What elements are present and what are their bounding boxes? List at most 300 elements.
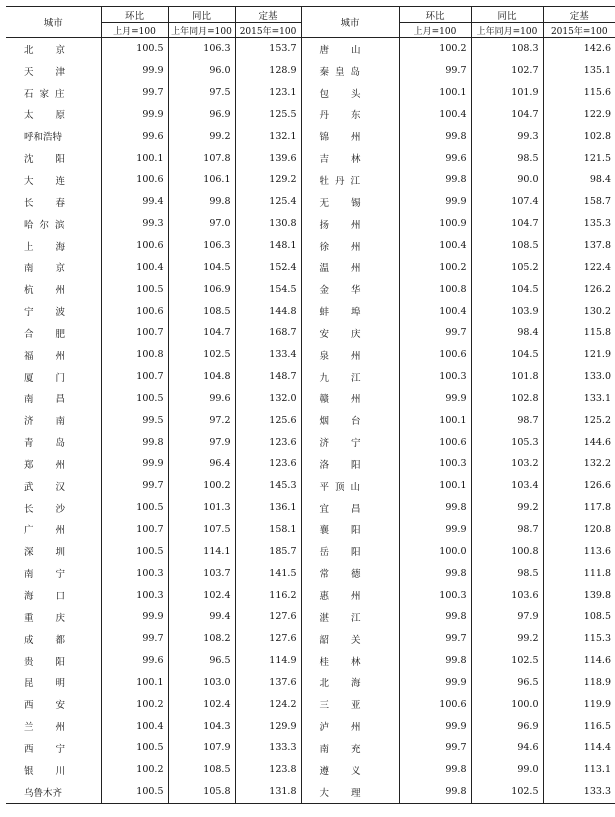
mom-value-left: 100.7 [101,366,168,388]
base-value-left: 125.6 [235,409,301,431]
mom-value-right: 99.7 [399,60,471,82]
base-value-left: 133.3 [235,737,301,759]
header-row-main [6,7,615,23]
base-value-right: 130.2 [583,305,611,317]
base-value-right: 114.4 [583,742,611,754]
yoy-value-left: 103.0 [168,671,235,693]
base-value-right: 116.5 [583,720,611,732]
yoy-value-right: 103.2 [471,453,543,475]
city-name-left: 武汉 [6,475,101,497]
city-name-right: 赣州 [301,388,399,410]
city-name-left: 广州 [6,519,101,541]
base-value-right: 113.6 [583,545,611,557]
base-value-right: 115.8 [583,327,611,339]
yoy-value-right: 101.9 [471,82,543,104]
table-row [6,256,615,278]
yoy-header-left: 同比 [168,7,235,23]
base-value-right: 108.5 [583,611,611,623]
city-header-right: 城市 [301,7,399,38]
table-body [6,38,615,804]
yoy-value-right: 101.8 [471,366,543,388]
base-value-left: 185.7 [235,540,301,562]
base-value-right: 139.8 [583,589,611,601]
mom-value-left: 99.9 [101,60,168,82]
yoy-value-left: 107.5 [168,519,235,541]
city-name-right: 蚌埠 [301,300,399,322]
table-row [6,540,615,562]
mom-value-left: 100.5 [101,278,168,300]
city-name-right: 济宁 [301,431,399,453]
mom-value-left: 99.9 [101,453,168,475]
yoy-value-right: 102.7 [471,60,543,82]
yoy-value-right: 100.8 [471,540,543,562]
city-name-left: 重庆 [6,606,101,628]
base-value-left: 158.1 [235,519,301,541]
base-sub-header-left: 2015年=100 [235,23,301,38]
mom-value-right: 99.8 [399,169,471,191]
table-row [6,781,615,803]
yoy-value-right: 98.5 [471,147,543,169]
city-header-left: 城市 [6,7,101,38]
table-row [6,169,615,191]
base-value-right: 126.2 [583,283,611,295]
base-value-right: 120.8 [583,523,611,535]
yoy-value-left: 99.6 [168,388,235,410]
yoy-value-right: 107.4 [471,191,543,213]
mom-value-right: 99.7 [399,628,471,650]
mom-value-left: 99.9 [101,606,168,628]
table-row [6,519,615,541]
city-name-right: 洛阳 [301,453,399,475]
base-value-left: 145.3 [235,475,301,497]
yoy-value-left: 104.8 [168,366,235,388]
city-name-right: 岳阳 [301,540,399,562]
city-name-left: 郑州 [6,453,101,475]
yoy-value-right: 99.2 [471,628,543,650]
yoy-value-left: 104.7 [168,322,235,344]
base-value-right: 126.6 [583,480,611,492]
mom-value-right: 99.8 [399,125,471,147]
table-row [6,671,615,693]
yoy-value-right: 102.5 [471,650,543,672]
base-value-left: 125.4 [235,191,301,213]
city-name-left: 天津 [6,60,101,82]
mom-value-left: 100.4 [101,715,168,737]
table-row [6,475,615,497]
base-value-right: 144.6 [583,436,611,448]
mom-value-left: 99.7 [101,82,168,104]
mom-value-left: 100.3 [101,584,168,606]
city-name-right: 牡丹江 [301,169,399,191]
mom-value-right: 99.8 [399,497,471,519]
yoy-value-left: 96.9 [168,104,235,126]
yoy-value-right: 103.4 [471,475,543,497]
mom-value-left: 99.6 [101,650,168,672]
city-name-right: 大理 [301,781,399,803]
table-row [6,322,615,344]
base-value-right: 122.9 [583,108,611,120]
table-row [6,584,615,606]
yoy-value-right: 99.2 [471,497,543,519]
base-value-left: 123.6 [235,431,301,453]
yoy-value-left: 106.1 [168,169,235,191]
mom-value-left: 100.6 [101,169,168,191]
mom-value-right: 99.9 [399,715,471,737]
mom-value-left: 99.5 [101,409,168,431]
city-name-left: 济南 [6,409,101,431]
base-value-right: 121.5 [583,152,611,164]
table-row [6,628,615,650]
city-name-right: 安庆 [301,322,399,344]
base-value-right: 137.8 [583,240,611,252]
base-value-left: 123.8 [235,759,301,781]
mom-value-right: 99.9 [399,191,471,213]
yoy-value-left: 108.2 [168,628,235,650]
table-row [6,278,615,300]
mom-value-right: 99.8 [399,781,471,803]
city-name-left: 呼和浩特 [6,125,101,147]
base-value-right: 121.9 [583,349,611,361]
city-name-right: 常德 [301,562,399,584]
mom-value-right: 100.8 [399,278,471,300]
base-value-left: 114.9 [235,650,301,672]
base-value-right: 125.2 [583,414,611,426]
city-name-right: 九江 [301,366,399,388]
yoy-value-left: 106.3 [168,235,235,257]
mom-value-right: 100.4 [399,300,471,322]
mom-value-left: 99.9 [101,104,168,126]
yoy-value-right: 103.9 [471,300,543,322]
base-value-right: 118.9 [583,676,611,688]
base-value-left: 124.2 [235,693,301,715]
table-row [6,431,615,453]
yoy-value-left: 99.8 [168,191,235,213]
yoy-sub-header-left: 上年同月=100 [168,23,235,38]
city-name-right: 泉州 [301,344,399,366]
price-index-table [6,6,615,804]
mom-value-left: 100.8 [101,344,168,366]
yoy-value-left: 114.1 [168,540,235,562]
yoy-value-left: 97.2 [168,409,235,431]
base-value-left: 139.6 [235,147,301,169]
mom-value-left: 100.5 [101,497,168,519]
base-value-right: 142.6 [583,43,611,55]
table-row [6,606,615,628]
yoy-value-right: 98.7 [471,409,543,431]
city-name-right: 徐州 [301,235,399,257]
base-value-right: 117.8 [583,502,611,514]
base-value-left: 144.8 [235,300,301,322]
mom-value-left: 99.8 [101,431,168,453]
base-value-left: 168.7 [235,322,301,344]
base-value-right: 98.4 [589,174,611,186]
mom-value-right: 100.6 [399,431,471,453]
city-name-right: 宜昌 [301,497,399,519]
mom-value-right: 99.8 [399,650,471,672]
city-name-left: 兰州 [6,715,101,737]
mom-value-left: 100.7 [101,322,168,344]
table-row [6,60,615,82]
mom-value-right: 100.6 [399,693,471,715]
mom-value-left: 100.6 [101,235,168,257]
city-name-left: 石家庄 [6,82,101,104]
city-name-left: 长沙 [6,497,101,519]
mom-header-left: 环比 [101,7,168,23]
city-name-right: 南充 [301,737,399,759]
yoy-value-left: 99.2 [168,125,235,147]
city-name-left: 贵阳 [6,650,101,672]
base-value-right: 133.3 [543,781,615,803]
mom-value-left: 99.7 [101,475,168,497]
table-row [6,562,615,584]
yoy-value-right: 99.3 [471,125,543,147]
base-value-right: 133.0 [583,371,611,383]
city-name-right: 湛江 [301,606,399,628]
table-row [6,213,615,235]
base-value-left: 129.2 [235,169,301,191]
yoy-value-right: 99.0 [471,759,543,781]
mom-value-left: 100.5 [101,781,168,803]
base-value-left: 116.2 [235,584,301,606]
city-name-left: 西宁 [6,737,101,759]
mom-value-left: 100.4 [101,256,168,278]
mom-value-right: 100.6 [399,344,471,366]
yoy-value-left: 106.3 [168,38,235,60]
city-name-right: 烟台 [301,409,399,431]
city-name-right: 锦州 [301,125,399,147]
base-value-left: 148.1 [235,235,301,257]
mom-value-right: 99.8 [399,562,471,584]
yoy-value-left: 102.5 [168,344,235,366]
mom-value-right: 100.2 [399,38,471,60]
city-name-right: 北海 [301,671,399,693]
base-value-left: 152.4 [235,256,301,278]
base-value-left: 123.6 [235,453,301,475]
mom-value-left: 100.7 [101,519,168,541]
yoy-value-right: 98.7 [471,519,543,541]
table-row [6,366,615,388]
yoy-value-left: 107.8 [168,147,235,169]
table-row [6,453,615,475]
city-name-left: 乌鲁木齐 [6,781,101,803]
yoy-sub-header-right: 上年同月=100 [471,23,543,38]
base-value-right: 111.8 [583,567,611,579]
mom-value-left: 100.2 [101,693,168,715]
yoy-value-right: 98.5 [471,562,543,584]
yoy-value-right: 104.7 [471,213,543,235]
yoy-value-left: 96.4 [168,453,235,475]
base-value-left: 154.5 [235,278,301,300]
base-value-left: 137.6 [235,671,301,693]
table-row [6,38,615,60]
base-value-left: 127.6 [235,606,301,628]
base-value-left: 131.8 [235,781,301,803]
city-name-left: 成都 [6,628,101,650]
mom-value-right: 99.8 [399,759,471,781]
mom-value-left: 100.5 [101,540,168,562]
mom-value-right: 99.9 [399,388,471,410]
table-row [6,344,615,366]
base-value-left: 129.9 [235,715,301,737]
mom-value-right: 99.9 [399,519,471,541]
mom-value-left: 99.3 [101,213,168,235]
city-name-left: 上海 [6,235,101,257]
city-name-left: 福州 [6,344,101,366]
city-name-left: 合肥 [6,322,101,344]
base-value-right: 158.7 [583,196,611,208]
base-value-left: 132.1 [235,125,301,147]
yoy-value-right: 104.5 [471,344,543,366]
yoy-value-left: 107.9 [168,737,235,759]
yoy-value-left: 99.4 [168,606,235,628]
mom-value-left: 100.5 [101,38,168,60]
mom-value-right: 99.8 [399,606,471,628]
base-value-right: 119.9 [583,698,611,710]
price-index-table-container [6,6,615,804]
mom-value-right: 100.9 [399,213,471,235]
base-value-right: 135.1 [583,65,611,77]
city-name-left: 南京 [6,256,101,278]
table-row [6,300,615,322]
city-name-right: 包头 [301,82,399,104]
table-row [6,737,615,759]
base-value-left: 133.4 [235,344,301,366]
city-name-right: 无锡 [301,191,399,213]
city-name-right: 金华 [301,278,399,300]
mom-value-right: 100.4 [399,235,471,257]
mom-sub-header-left: 上月=100 [101,23,168,38]
mom-value-right: 100.3 [399,366,471,388]
base-value-right: 135.3 [583,218,611,230]
base-header-right: 定基 [543,7,615,23]
yoy-value-left: 102.4 [168,693,235,715]
mom-value-left: 100.5 [101,737,168,759]
table-row [6,191,615,213]
table-row [6,235,615,257]
city-name-right: 惠州 [301,584,399,606]
city-name-left: 南宁 [6,562,101,584]
yoy-value-left: 97.0 [168,213,235,235]
mom-value-right: 99.7 [399,737,471,759]
yoy-value-right: 90.0 [471,169,543,191]
table-row [6,104,615,126]
yoy-value-left: 100.2 [168,475,235,497]
mom-value-right: 100.3 [399,453,471,475]
base-value-left: 148.7 [235,366,301,388]
mom-value-right: 99.6 [399,147,471,169]
city-name-left: 北京 [6,38,101,60]
mom-value-left: 100.1 [101,671,168,693]
mom-value-left: 100.2 [101,759,168,781]
city-name-left: 沈阳 [6,147,101,169]
yoy-value-left: 97.9 [168,431,235,453]
yoy-value-left: 108.5 [168,300,235,322]
yoy-value-right: 98.4 [471,322,543,344]
base-value-left: 132.0 [235,388,301,410]
base-value-left: 130.8 [235,213,301,235]
yoy-value-left: 105.8 [168,781,235,803]
mom-value-right: 100.1 [399,409,471,431]
base-value-right: 115.6 [583,87,611,99]
mom-value-right: 100.0 [399,540,471,562]
yoy-value-left: 97.5 [168,82,235,104]
city-name-right: 泸州 [301,715,399,737]
city-name-left: 昆明 [6,671,101,693]
table-row [6,497,615,519]
base-value-left: 123.1 [235,82,301,104]
yoy-header-right: 同比 [471,7,543,23]
yoy-value-right: 105.2 [471,256,543,278]
city-name-left: 长春 [6,191,101,213]
city-name-left: 厦门 [6,366,101,388]
base-value-right: 115.3 [583,633,611,645]
mom-value-left: 100.3 [101,562,168,584]
mom-value-right: 99.9 [399,671,471,693]
city-name-right: 吉林 [301,147,399,169]
city-name-left: 哈尔滨 [6,213,101,235]
yoy-value-right: 105.3 [471,431,543,453]
city-name-left: 杭州 [6,278,101,300]
mom-value-right: 100.1 [399,82,471,104]
mom-value-left: 100.6 [101,300,168,322]
yoy-value-left: 104.3 [168,715,235,737]
yoy-value-left: 102.4 [168,584,235,606]
yoy-value-right: 97.9 [471,606,543,628]
yoy-value-left: 106.9 [168,278,235,300]
city-name-left: 西安 [6,693,101,715]
mom-value-right: 100.2 [399,256,471,278]
mom-value-left: 99.4 [101,191,168,213]
base-header-left: 定基 [235,7,301,23]
base-value-left: 127.6 [235,628,301,650]
city-name-right: 扬州 [301,213,399,235]
city-name-right: 三亚 [301,693,399,715]
yoy-value-right: 94.6 [471,737,543,759]
base-value-right: 132.2 [583,458,611,470]
yoy-value-right: 103.6 [471,584,543,606]
city-name-right: 桂林 [301,650,399,672]
mom-sub-header-right: 上月=100 [399,23,471,38]
city-name-right: 唐山 [301,38,399,60]
yoy-value-right: 104.5 [471,278,543,300]
mom-value-left: 99.7 [101,628,168,650]
city-name-left: 宁波 [6,300,101,322]
city-name-right: 韶关 [301,628,399,650]
base-value-right: 114.6 [583,655,611,667]
city-name-left: 青岛 [6,431,101,453]
yoy-value-right: 100.0 [471,693,543,715]
city-name-right: 襄阳 [301,519,399,541]
yoy-value-right: 102.5 [471,781,543,803]
city-name-right: 遵义 [301,759,399,781]
city-name-left: 海口 [6,584,101,606]
city-name-right: 秦皇岛 [301,60,399,82]
mom-value-right: 100.3 [399,584,471,606]
yoy-value-right: 96.5 [471,671,543,693]
base-value-left: 136.1 [235,497,301,519]
yoy-value-left: 96.0 [168,60,235,82]
table-row [6,409,615,431]
table-row [6,715,615,737]
yoy-value-right: 108.5 [471,235,543,257]
table-row [6,125,615,147]
mom-value-left: 99.6 [101,125,168,147]
table-row [6,388,615,410]
base-value-left: 141.5 [235,562,301,584]
city-name-left: 深圳 [6,540,101,562]
base-value-left: 128.9 [235,60,301,82]
mom-value-left: 100.5 [101,388,168,410]
